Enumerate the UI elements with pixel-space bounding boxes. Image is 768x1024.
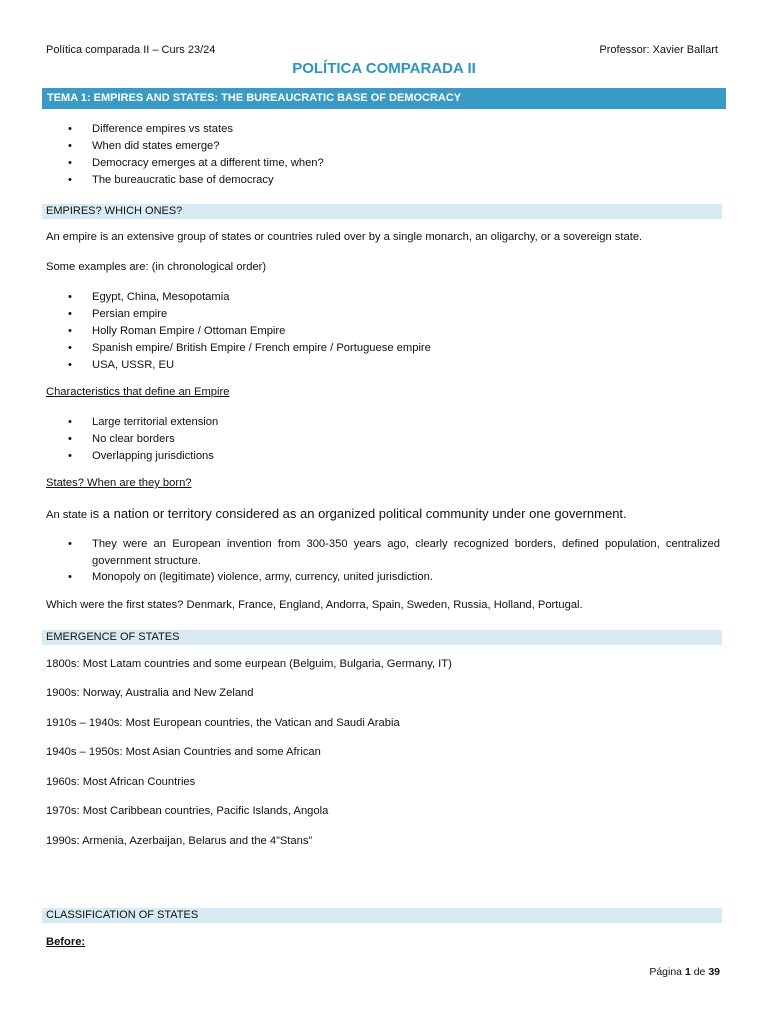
section-heading-classification: CLASSIFICATION OF STATES	[46, 909, 199, 921]
list-item: • USA, USSR, EU	[68, 357, 431, 374]
page-of: de	[693, 966, 706, 978]
list-item: • Spanish empire/ British Empire / French empire / Portuguese empire	[68, 340, 431, 357]
section-heading-emergence: EMERGENCE OF STATES	[46, 631, 180, 643]
first-states: Which were the first states? Denmark, France, England, Andorra, Spain, Sweden, Russia, Holland, Portugal.	[46, 599, 583, 611]
list-item: • Egypt, China, Mesopotamia	[68, 289, 431, 306]
empire-examples-list	[68, 289, 431, 374]
state-bullet-1: They were an European invention from 300-350 years ago, clearly recognized borders, defined population, centralized government structure.	[92, 538, 720, 567]
list-item: • Democracy emerges at a different time, when?	[68, 155, 324, 172]
header-left: Política comparada II – Curs 23/24	[46, 44, 216, 56]
section-heading-empires: EMPIRES? WHICH ONES?	[46, 205, 183, 217]
current-page: 1	[684, 966, 691, 978]
state-definition	[46, 506, 627, 521]
emergence-line: 1940s – 1950s: Most Asian Countries and some African	[46, 746, 321, 758]
list-item: • Difference empires vs states	[68, 121, 324, 138]
list-item	[68, 536, 720, 570]
document-title: POLÍTICA COMPARADA II	[292, 60, 476, 77]
header-right: Professor: Xavier Ballart	[599, 44, 718, 56]
list-item: • Overlapping jurisdictions	[68, 448, 218, 465]
empire-definition: An empire is an extensive group of states or countries ruled over by a single monarch, an oligarchy, or a sovereign state.	[46, 231, 643, 243]
page-number	[649, 966, 720, 978]
emergence-line: 1900s: Norway, Australia and New Zeland	[46, 687, 254, 699]
list-item: • Persian empire	[68, 306, 431, 323]
list-item: • Large territorial extension	[68, 414, 218, 431]
characteristics-title: Characteristics that define an Empire	[46, 386, 230, 398]
list-item	[68, 569, 720, 586]
total-pages: 39	[708, 966, 720, 978]
emergence-line: 1960s: Most African Countries	[46, 776, 196, 788]
list-item: • When did states emerge?	[68, 138, 324, 155]
page-prefix: Página	[649, 966, 683, 978]
emergence-line: 1990s: Armenia, Azerbaijan, Belarus and the 4”Stans”	[46, 835, 313, 847]
bullet-dot: •	[68, 571, 72, 583]
intro-bullet-list	[68, 121, 324, 189]
tema-heading: TEMA 1: EMPIRES AND STATES: THE BUREAUCRATIC BASE OF DEMOCRACY	[47, 92, 462, 104]
states-title: States? When are they born?	[46, 477, 192, 489]
emergence-line: 1910s – 1940s: Most European countries, the Vatican and Saudi Arabia	[46, 717, 400, 729]
emergence-line: 1800s: Most Latam countries and some eurpean (Belguim, Bulgaria, Germany, IT)	[46, 658, 452, 670]
bullet-dot: •	[68, 538, 72, 550]
state-definition-start: An state i	[46, 509, 93, 521]
before-label: Before:	[46, 936, 86, 948]
examples-intro: Some examples are: (in chronological order)	[46, 261, 267, 273]
emergence-line: 1970s: Most Caribbean countries, Pacific Islands, Angola	[46, 805, 329, 817]
state-bullet-2: Monopoly on (legitimate) violence, army, currency, united jurisdiction.	[92, 571, 433, 583]
list-item: • The bureaucratic base of democracy	[68, 172, 324, 189]
list-item: • No clear borders	[68, 431, 218, 448]
list-item: • Holly Roman Empire / Ottoman Empire	[68, 323, 431, 340]
characteristics-list	[68, 414, 218, 465]
state-definition-rest: s a nation or territory considered as an organized political community under one government.	[92, 506, 627, 521]
